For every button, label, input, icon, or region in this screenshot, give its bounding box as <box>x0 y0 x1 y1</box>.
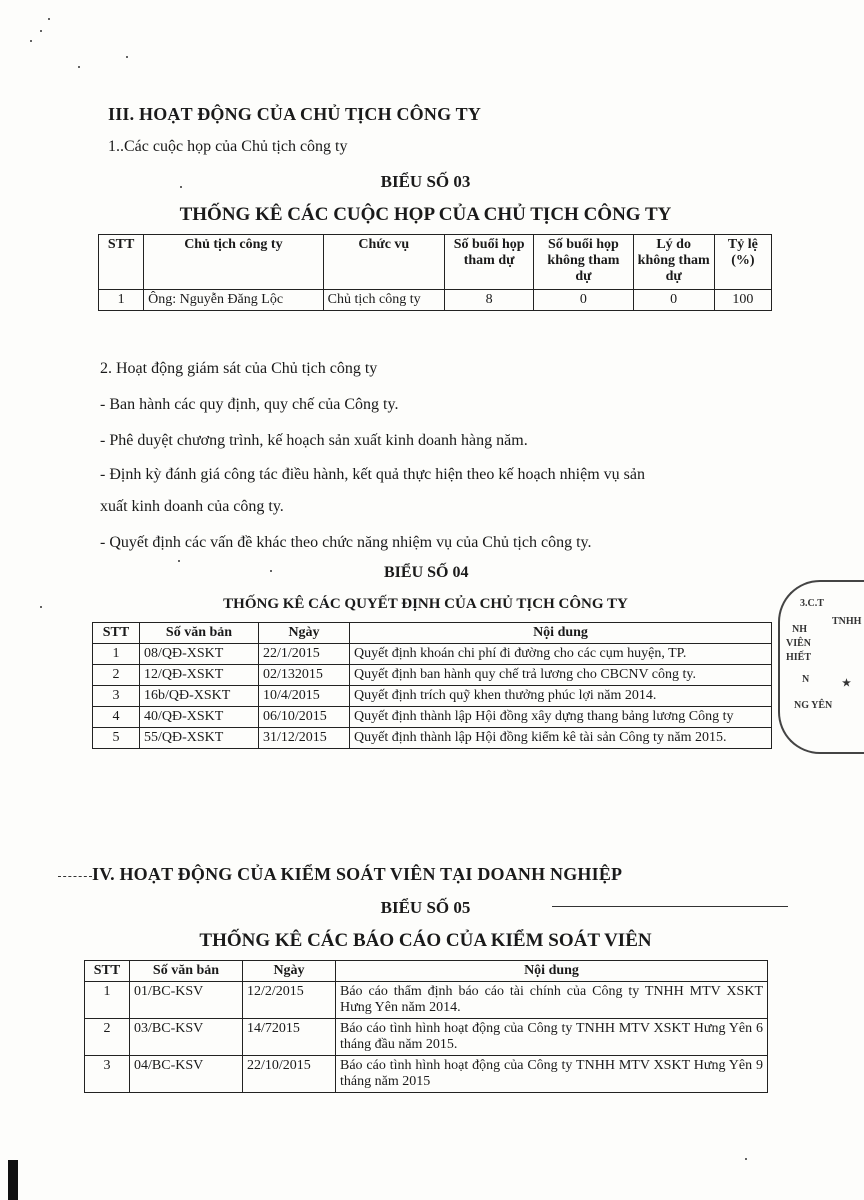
cell: 10/4/2015 <box>259 686 350 707</box>
cell: 31/12/2015 <box>259 728 350 749</box>
cell: 12/QĐ-XSKT <box>140 665 259 686</box>
table2-title: THỐNG KÊ CÁC QUYẾT ĐỊNH CỦA CHỦ TỊCH CÔNG TY <box>223 596 628 612</box>
table-row <box>93 728 772 749</box>
stamp-text: VIÊN <box>786 638 812 649</box>
cell: 5 <box>93 728 140 749</box>
stamp-text: TNHH <box>832 616 862 627</box>
cell: 02/132015 <box>259 665 350 686</box>
col-header: Nội dung <box>350 623 772 644</box>
cell: 08/QĐ-XSKT <box>140 644 259 665</box>
table-row <box>85 982 768 1019</box>
col-header: STT <box>93 623 140 644</box>
table1-label: BIỂU SỐ 03 <box>380 172 471 191</box>
table-row <box>93 686 772 707</box>
horizontal-rule <box>552 906 788 907</box>
col-header: STT <box>85 961 130 982</box>
cell: 22/10/2015 <box>243 1056 336 1093</box>
table-row <box>85 1019 768 1056</box>
reports-table <box>84 960 768 1093</box>
cell: Quyết định thành lập Hội đồng kiểm kê tài sản Công ty năm 2015. <box>350 728 772 749</box>
section3-heading: III. HOẠT ĐỘNG CỦA CHỦ TỊCH CÔNG TY <box>108 104 482 124</box>
cell: Quyết định ban hành quy chế trả lương cho CBCNV công ty. <box>350 665 772 686</box>
cell: 0 <box>633 290 714 311</box>
stamp-text: NG YÊN <box>794 700 833 711</box>
cell: 3 <box>85 1056 130 1093</box>
meetings-table <box>98 234 772 311</box>
cell: 3 <box>93 686 140 707</box>
bullet-line: xuất kinh doanh của công ty. <box>100 498 284 515</box>
table2-label: BIỂU SỐ 04 <box>384 564 469 581</box>
cell: 01/BC-KSV <box>130 982 243 1019</box>
cell: 1 <box>85 982 130 1019</box>
table-row <box>93 665 772 686</box>
table-header-row <box>99 235 772 290</box>
cell: 04/BC-KSV <box>130 1056 243 1093</box>
col-header: Số buổi họp không tham dự <box>534 235 633 290</box>
col-header: STT <box>99 235 144 290</box>
cell: Quyết định khoán chi phí đi đường cho các cụm huyện, TP. <box>350 644 772 665</box>
cell: 8 <box>445 290 534 311</box>
bullet-line: - Ban hành các quy định, quy chế của Công ty. <box>100 396 399 413</box>
cell: Chủ tịch công ty <box>323 290 444 311</box>
bullet-line: - Quyết định các vấn đề khác theo chức năng nhiệm vụ của Chủ tịch công ty. <box>100 534 592 551</box>
cell: 16b/QĐ-XSKT <box>140 686 259 707</box>
table-row <box>99 290 772 311</box>
col-header: Chức vụ <box>323 235 444 290</box>
table3-title: THỐNG KÊ CÁC BÁO CÁO CỦA KIỂM SOÁT VIÊN <box>199 930 652 951</box>
cell: Quyết định thành lập Hội đồng xây dựng thang bảng lương Công ty <box>350 707 772 728</box>
cell: 14/72015 <box>243 1019 336 1056</box>
col-header: Ngày <box>259 623 350 644</box>
col-header: Chủ tịch công ty <box>144 235 324 290</box>
company-stamp <box>778 580 864 754</box>
cell: 40/QĐ-XSKT <box>140 707 259 728</box>
bullet-line: - Phê duyệt chương trình, kế hoạch sản xuất kinh doanh hàng năm. <box>100 432 528 449</box>
cell: 22/1/2015 <box>259 644 350 665</box>
cell: Ông: Nguyễn Đăng Lộc <box>144 290 324 311</box>
table-row <box>85 1056 768 1093</box>
cell: 03/BC-KSV <box>130 1019 243 1056</box>
stamp-star-icon: ★ <box>842 678 851 689</box>
cell: 1 <box>93 644 140 665</box>
scan-edge-mark <box>8 1160 18 1200</box>
bullet-line: - Định kỳ đánh giá công tác điều hành, kết quả thực hiện theo kế hoạch nhiệm vụ sản <box>100 466 645 483</box>
col-header: Số buổi họp tham dự <box>445 235 534 290</box>
section4-heading: IV. HOẠT ĐỘNG CỦA KIỂM SOÁT VIÊN TẠI DOANH NGHIỆP <box>92 864 623 884</box>
decisions-table <box>92 622 772 749</box>
col-header: Nội dung <box>336 961 768 982</box>
table-row <box>93 644 772 665</box>
section3-sub2: 2. Hoạt động giám sát của Chủ tịch công ty <box>100 360 378 377</box>
cell: 12/2/2015 <box>243 982 336 1019</box>
table-header-row <box>93 623 772 644</box>
col-header: Lý do không tham dự <box>633 235 714 290</box>
col-header: Tỷ lệ (%) <box>714 235 771 290</box>
dashed-rule <box>58 876 92 877</box>
stamp-text: 3.C.T <box>800 598 824 609</box>
cell: 55/QĐ-XSKT <box>140 728 259 749</box>
table1-title: THỐNG KÊ CÁC CUỘC HỌP CỦA CHỦ TỊCH CÔNG TY <box>179 204 672 225</box>
cell: 0 <box>534 290 633 311</box>
cell: 06/10/2015 <box>259 707 350 728</box>
stamp-text: HIẾT <box>786 652 812 663</box>
cell: Báo cáo thẩm định báo cáo tài chính của Công ty TNHH MTV XSKT Hưng Yên năm 2014. <box>336 982 768 1019</box>
cell: 4 <box>93 707 140 728</box>
col-header: Số văn bản <box>140 623 259 644</box>
cell: 1 <box>99 290 144 311</box>
section3-sub1: 1..Các cuộc họp của Chủ tịch công ty <box>108 138 348 155</box>
cell: Báo cáo tình hình hoạt động của Công ty TNHH MTV XSKT Hưng Yên 6 tháng đầu năm 2015. <box>336 1019 768 1056</box>
col-header: Ngày <box>243 961 336 982</box>
cell: 2 <box>85 1019 130 1056</box>
table3-label: BIỂU SỐ 05 <box>380 898 471 917</box>
stamp-text: N <box>802 674 810 685</box>
cell: 2 <box>93 665 140 686</box>
table-row <box>93 707 772 728</box>
table-header-row <box>85 961 768 982</box>
cell: 100 <box>714 290 771 311</box>
cell: Báo cáo tình hình hoạt động của Công ty TNHH MTV XSKT Hưng Yên 9 tháng năm 2015 <box>336 1056 768 1093</box>
cell: Quyết định trích quỹ khen thưởng phúc lợi năm 2014. <box>350 686 772 707</box>
stamp-text: NH <box>792 624 807 635</box>
col-header: Số văn bản <box>130 961 243 982</box>
